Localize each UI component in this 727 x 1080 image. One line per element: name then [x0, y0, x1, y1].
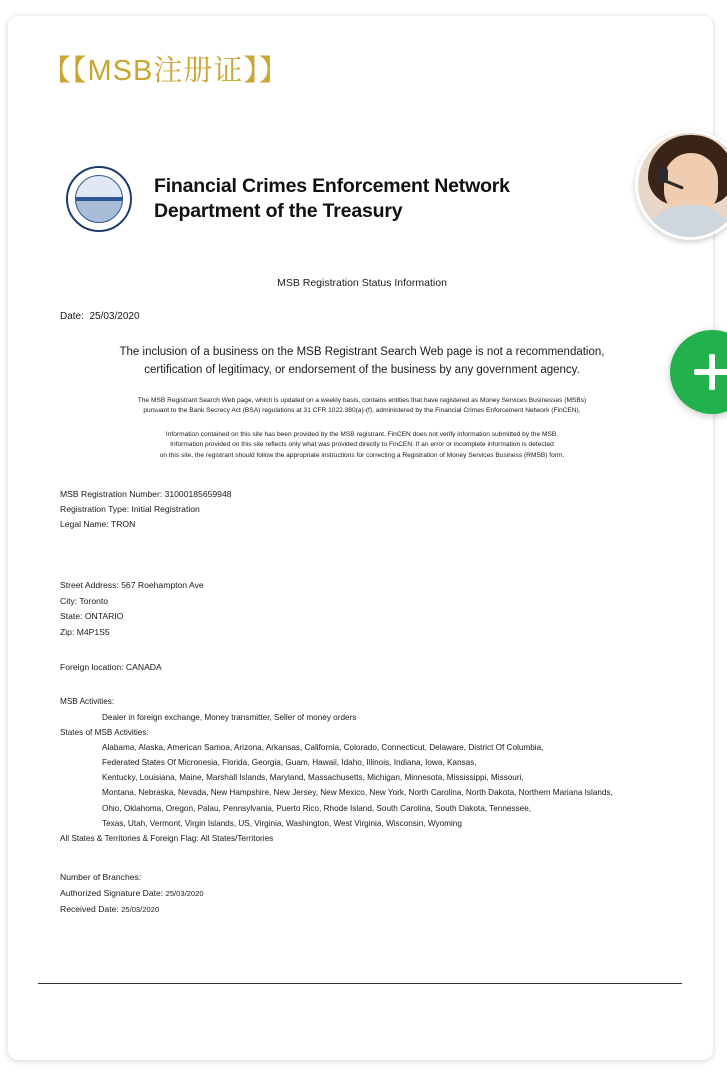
disclaimer-2-line2: Information provided on this site reflects only what was provided directly to FinCEN. If an error or incomplete information is detected: [170, 441, 554, 449]
received-date-label: Received Date:: [60, 903, 119, 914]
msb-activities-value: Dealer in foreign exchange, Money transmitter, Seller of money orders: [102, 712, 357, 722]
document-header: [66, 166, 686, 232]
msb-activities-label: MSB Activities:: [60, 697, 115, 707]
authorized-signature-date: [60, 886, 686, 902]
disclaimer-paragraph-1: [38, 396, 686, 417]
received-date: [60, 902, 686, 918]
recommendation-paragraph: [38, 344, 686, 380]
fincen-seal-icon: [66, 166, 132, 232]
disclaimer-1-line2: pursuant to the Bank Secrecy Act (BSA) regulations at 31 CFR 1022.380(a)-(f), administered by the Financial Crimes Enforcement Network (FinCEN).: [143, 407, 581, 415]
legal-name: Legal Name: TRON: [60, 519, 136, 530]
disclaimer-paragraph-2: [38, 430, 686, 462]
address-block: [60, 578, 686, 640]
authorized-signature-value: 25/03/2020: [165, 888, 204, 898]
date-value: 25/03/2020: [89, 311, 140, 322]
organization-name-line1: Financial Crimes Enforcement Network: [154, 175, 510, 198]
recommendation-line1: The inclusion of a business on the MSB Registrant Search Web page is not a recommendation,: [119, 346, 605, 358]
certificate-document: [38, 166, 686, 918]
footer-divider: [38, 983, 682, 984]
support-agent-avatar[interactable]: [635, 130, 727, 240]
organization-name-line2: Department of the Treasury: [154, 200, 403, 222]
zip: Zip: M4P1S5: [60, 626, 110, 637]
states-line: Kentucky, Louisiana, Maine, Marshall Islands, Maryland, Massachusetts, Michigan, Minnesota, Mississippi, Missouri,: [102, 773, 524, 783]
summary-block: [60, 870, 686, 918]
street-address: Street Address: 567 Roehampton Ave: [60, 580, 204, 591]
organization-name: [154, 174, 510, 224]
activities-block: [60, 694, 686, 846]
authorized-signature-label: Authorized Signature Date:: [60, 887, 164, 898]
page-title: 【【MSB注册证】】: [42, 55, 289, 87]
states-line: Texas, Utah, Vermont, Virgin Islands, US, Virginia, Washington, West Virginia, Wisconsin, Wyoming: [102, 818, 462, 828]
status-heading: MSB Registration Status Information: [277, 277, 447, 289]
certificate-page: [8, 16, 713, 1060]
states-line: Federated States Of Micronesia, Florida, Georgia, Guam, Hawaii, Idaho, Illinois, Indiana, Iowa, Kansas,: [102, 758, 477, 768]
states-line: Montana, Nebraska, Nevada, New Hampshire, New Jersey, New Mexico, New York, North Carolina, North Dakota, Northern Mariana Islands,: [102, 788, 613, 798]
states-of-activities-label: States of MSB Activities:: [60, 727, 149, 737]
disclaimer-2-line3: on this site, the registrant should follow the appropriate instructions for correcting a Registration of Money Services Business (RMSB) form.: [159, 451, 565, 459]
avatar-body: [644, 205, 727, 240]
state: State: ONTARIO: [60, 611, 124, 622]
disclaimer-1-line1: The MSB Registrant Search Web page, which is updated on a weekly basis, contains entities that have registered as Money Services Businesses (MSBs): [137, 396, 587, 404]
registration-number: MSB Registration Number: 31000185659948: [60, 489, 232, 500]
recommendation-line2: certification of legitimacy, or endorsement of the business by any government agency.: [144, 363, 580, 376]
date-line: [60, 311, 686, 322]
date-label: Date:: [60, 311, 84, 322]
states-line: Alabama, Alaska, American Samoa, Arizona, Arkansas, California, Colorado, Connecticut, Delaware, District Of Columbia,: [102, 742, 544, 752]
received-date-value: 25/03/2020: [121, 904, 160, 914]
number-of-branches: Number of Branches:: [60, 872, 142, 883]
states-line: Ohio, Oklahoma, Oregon, Palau, Pennsylvania, Puerto Rico, Rhode Island, South Carolina, South Dakota, Tennessee,: [102, 803, 532, 813]
disclaimer-2-line1: Information contained on this site has been provided by the MSB registrant. FinCEN does not verify information submitted by the MSB.: [165, 430, 559, 438]
city: City: Toronto: [60, 595, 109, 606]
registration-type: Registration Type: Initial Registration: [60, 504, 200, 515]
registration-block: [60, 487, 686, 532]
all-states-flag: All States & Territories & Foreign Flag: All States/Territories: [60, 833, 274, 843]
foreign-location: Foreign location: CANADA: [60, 662, 162, 673]
